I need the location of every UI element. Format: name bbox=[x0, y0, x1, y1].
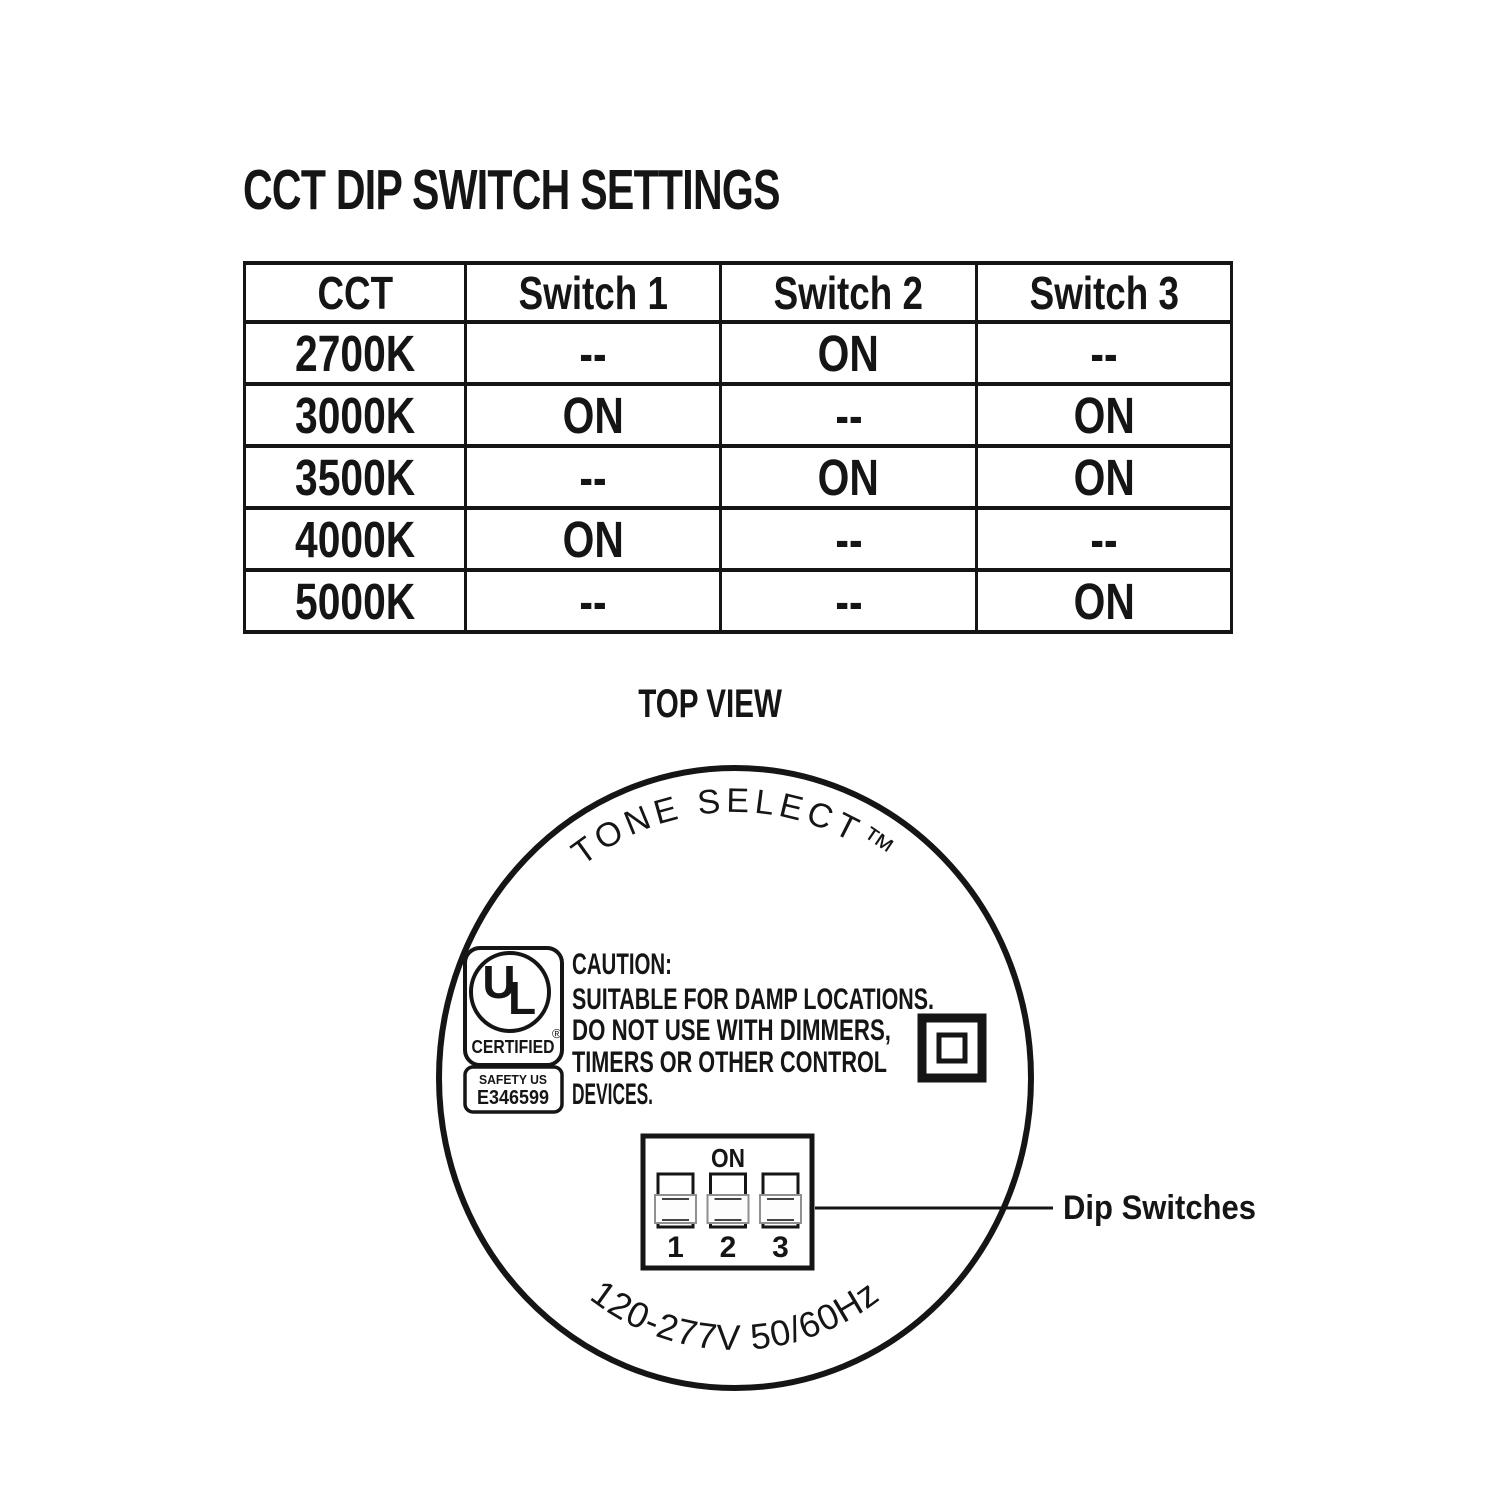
cell-value: -- bbox=[579, 448, 607, 506]
cell-value: ON bbox=[1073, 448, 1135, 506]
rating-arc-text: 120-277V 50/60Hz bbox=[583, 1271, 887, 1359]
cell-value: ON bbox=[1073, 572, 1135, 630]
col-header-label: Switch 3 bbox=[1029, 266, 1179, 319]
caution-line: SUITABLE FOR DAMP LOCATIONS. bbox=[572, 983, 934, 1016]
dip-switch-2 bbox=[708, 1174, 749, 1227]
dip-switch-number-3: 3 bbox=[772, 1231, 789, 1264]
cell-value: ON bbox=[817, 324, 880, 382]
cell-value: 4000K bbox=[294, 510, 416, 568]
dip-switch-panel bbox=[643, 1136, 812, 1268]
cell-value: 2700K bbox=[294, 324, 416, 382]
brand-arc-text: TONE SELECT™ bbox=[564, 781, 905, 873]
dip-switch-number-1: 1 bbox=[667, 1231, 684, 1264]
dip-switch-3 bbox=[760, 1174, 801, 1227]
ul-letter-u: U bbox=[482, 956, 516, 1008]
ul-letter-l: L bbox=[507, 972, 537, 1024]
ul-certified-badge bbox=[465, 948, 562, 1112]
caution-line: DO NOT USE WITH DIMMERS, bbox=[572, 1014, 891, 1047]
cell-value: -- bbox=[579, 324, 607, 382]
cell-value: 5000K bbox=[294, 572, 416, 630]
registered-mark-icon: ® bbox=[552, 1026, 562, 1041]
cell-value: -- bbox=[834, 510, 863, 568]
dip-switches-callout: Dip Switches bbox=[1063, 1189, 1256, 1227]
dip-switch-number-2: 2 bbox=[719, 1231, 737, 1264]
caution-line: CAUTION: bbox=[572, 948, 672, 981]
dip-on-label: ON bbox=[711, 1143, 745, 1173]
page-title-text: CCT DIP SWITCH SETTINGS bbox=[243, 158, 780, 222]
ul-certified-label: CERTIFIED bbox=[471, 1037, 555, 1057]
cell-value: -- bbox=[1090, 324, 1118, 382]
top-view-label-text: TOP VIEW bbox=[638, 682, 782, 726]
ul-safety-us-label: SAFETY US bbox=[479, 1072, 548, 1087]
cell-value: -- bbox=[834, 572, 863, 630]
cell-value: ON bbox=[562, 510, 624, 568]
cell-value: -- bbox=[1090, 510, 1118, 568]
cell-value: ON bbox=[1073, 386, 1135, 444]
col-header-label: CCT bbox=[317, 266, 393, 319]
cell-value: 3000K bbox=[294, 386, 416, 444]
dip-switch-1 bbox=[655, 1174, 696, 1227]
ul-file-number: E346599 bbox=[477, 1087, 549, 1109]
cell-value: 3500K bbox=[294, 448, 416, 506]
caution-line: TIMERS OR OTHER CONTROL bbox=[572, 1046, 887, 1079]
caution-line: DEVICES. bbox=[572, 1078, 653, 1111]
cell-value: -- bbox=[579, 572, 607, 630]
cell-value: -- bbox=[834, 386, 863, 444]
cell-value: ON bbox=[817, 448, 880, 506]
col-header-label: Switch 1 bbox=[518, 266, 668, 319]
col-header-label: Switch 2 bbox=[773, 266, 924, 319]
cell-value: ON bbox=[562, 386, 624, 444]
